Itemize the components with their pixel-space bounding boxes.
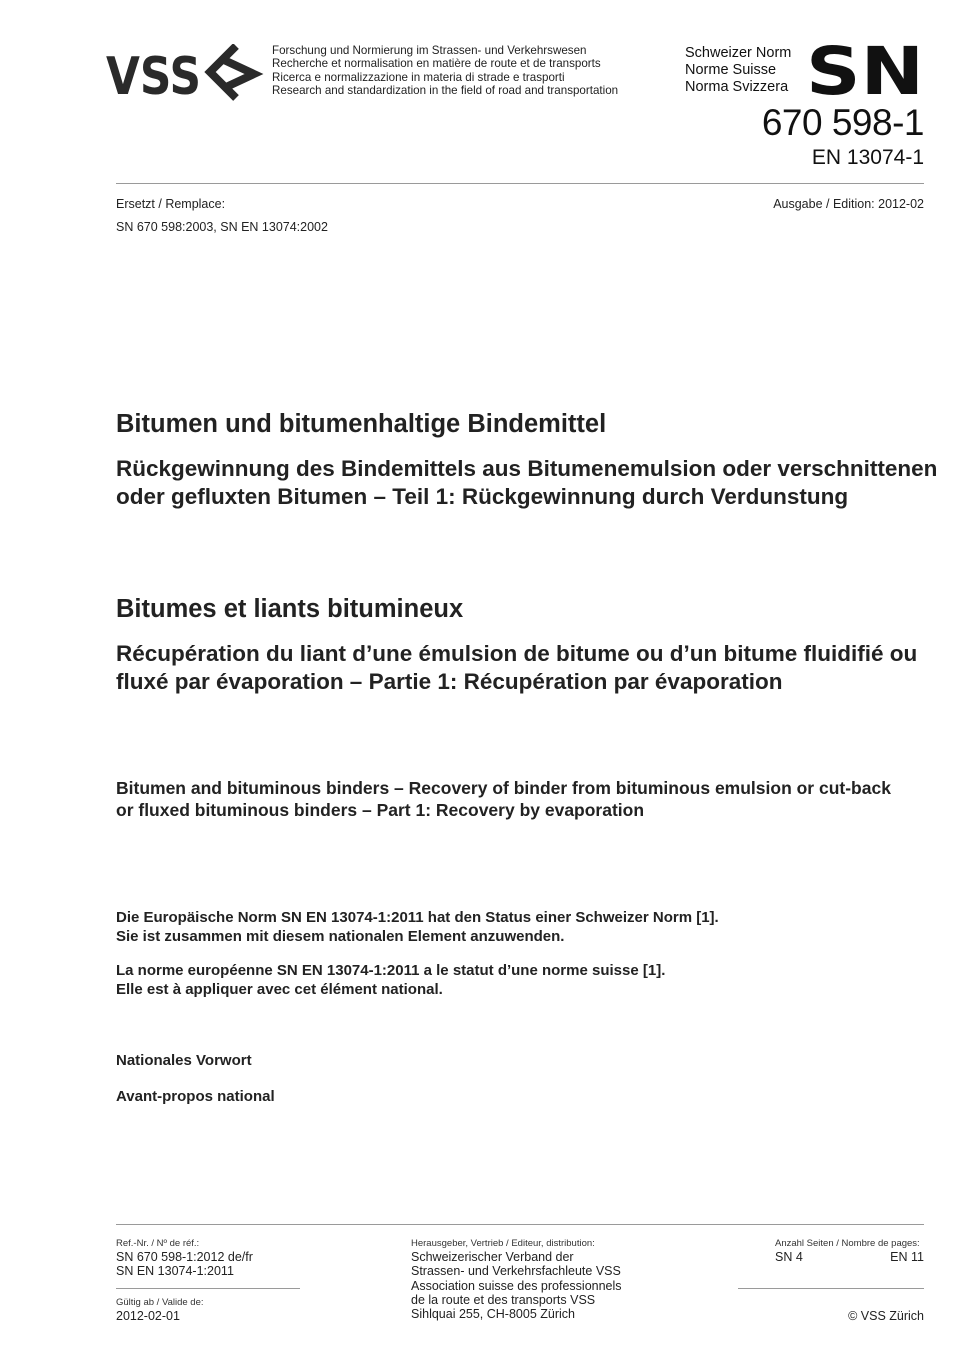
header-divider: [116, 183, 924, 184]
vss-logo: [106, 44, 266, 102]
vss-logo-icon: [106, 44, 266, 102]
title-fr-main: Bitumes et liants bitumineux: [116, 595, 464, 623]
publisher-line3: Association suisse des professionnels: [411, 1278, 622, 1293]
footer-pages: [775, 1238, 924, 1265]
org-description: [272, 44, 618, 98]
edition: Ausgabe / Edition: 2012-02: [773, 197, 924, 211]
ref-line2: SN EN 13074-1:2011: [116, 1264, 234, 1279]
sn-word-it: Norma Svizzera: [685, 79, 789, 95]
status-fr-line1: La norme européenne SN EN 13074-1:2011 a le statut d’une norme suisse [1].: [116, 962, 666, 979]
org-line-it: Ricerca e normalizzazione in materia di strade e trasporti: [272, 70, 565, 84]
footer-pages-divider: [738, 1288, 924, 1289]
footer-ref-divider: [116, 1288, 300, 1289]
footer-publisher: [411, 1238, 622, 1321]
swiss-standard-label: [685, 45, 791, 96]
footer-valid: [116, 1297, 204, 1323]
copyright: © VSS Zürich: [848, 1309, 924, 1323]
org-line-en: Research and standardization in the field of road and transportation: [272, 84, 619, 98]
title-de-main: Bitumen und bitumenhaltige Bindemittel: [116, 410, 607, 438]
pages-label: Anzahl Seiten / Nombre de pages:: [775, 1238, 920, 1249]
replaces-label: Ersetzt / Remplace:: [116, 197, 226, 211]
publisher-label: Herausgeber, Vertrieb / Editeur, distribution:: [411, 1238, 595, 1249]
org-line-de: Forschung und Normierung im Strassen- und Verkehrswesen: [272, 44, 587, 57]
replaces-value: SN 670 598:2003, SN EN 13074:2002: [116, 220, 328, 234]
pages-en: EN 11: [890, 1250, 924, 1264]
foreword-de: Nationales Vorwort: [116, 1052, 252, 1069]
valid-label: Gültig ab / Valide de:: [116, 1297, 204, 1308]
footer-reference: [116, 1238, 253, 1279]
ref-line1: SN 670 598-1:2012 de/fr: [116, 1250, 253, 1264]
publisher-line2: Strassen- und Verkehrsfachleute VSS: [411, 1264, 621, 1279]
foreword-fr: Avant-propos national: [116, 1088, 275, 1105]
pages-sn: SN 4: [775, 1250, 803, 1264]
valid-value: 2012-02-01: [116, 1309, 180, 1323]
standard-number: 670 598-1: [761, 102, 924, 143]
sn-word-fr: Norme Suisse: [685, 62, 777, 78]
publisher-line1: Schweizerischer Verband der: [411, 1250, 574, 1264]
footer-divider: [116, 1224, 924, 1225]
status-de-line1: Die Europäische Norm SN EN 13074-1:2011 hat den Status einer Schweizer Norm [1].: [116, 909, 719, 926]
title-de-sub: Rückgewinnung des Bindemittels aus Bitumenemulsion oder verschnittenen oder gefluxten Bitumen – Teil 1: Rückgewinnung durch Verdunstung: [116, 456, 938, 509]
sn-logo-icon: [808, 44, 924, 96]
sn-logo: [808, 44, 924, 96]
status-de: [116, 909, 936, 946]
publisher-line4: de la route et des transports VSS: [411, 1292, 596, 1307]
ref-label: Ref.-Nr. / Nº de réf.:: [116, 1238, 200, 1249]
en-number: EN 13074-1: [811, 146, 924, 169]
status-de-line2: Sie ist zusammen mit diesem nationalen Element anzuwenden.: [116, 927, 565, 945]
title-fr-sub: Récupération du liant d’une émulsion de bitume ou d’un bitume fluidifié ou fluxé par évaporation – Partie 1: Récupération par évaporation: [116, 641, 918, 694]
sn-word-de: Schweizer Norm: [685, 45, 792, 61]
status-fr: [116, 962, 936, 999]
vss-logo-text: VSS: [106, 47, 201, 102]
org-line-fr: Recherche et normalisation en matière de route et de transports: [272, 57, 601, 71]
publisher-line5: Sihlquai 255, CH-8005 Zürich: [411, 1307, 575, 1322]
status-fr-line2: Elle est à appliquer avec cet élément national.: [116, 980, 443, 998]
title-en: Bitumen and bituminous binders – Recovery of binder from bituminous emulsion or cut-back or fluxed bituminous binders – Part 1: Recovery by evaporation: [116, 778, 891, 820]
sn-logo-text: SN: [808, 44, 924, 96]
